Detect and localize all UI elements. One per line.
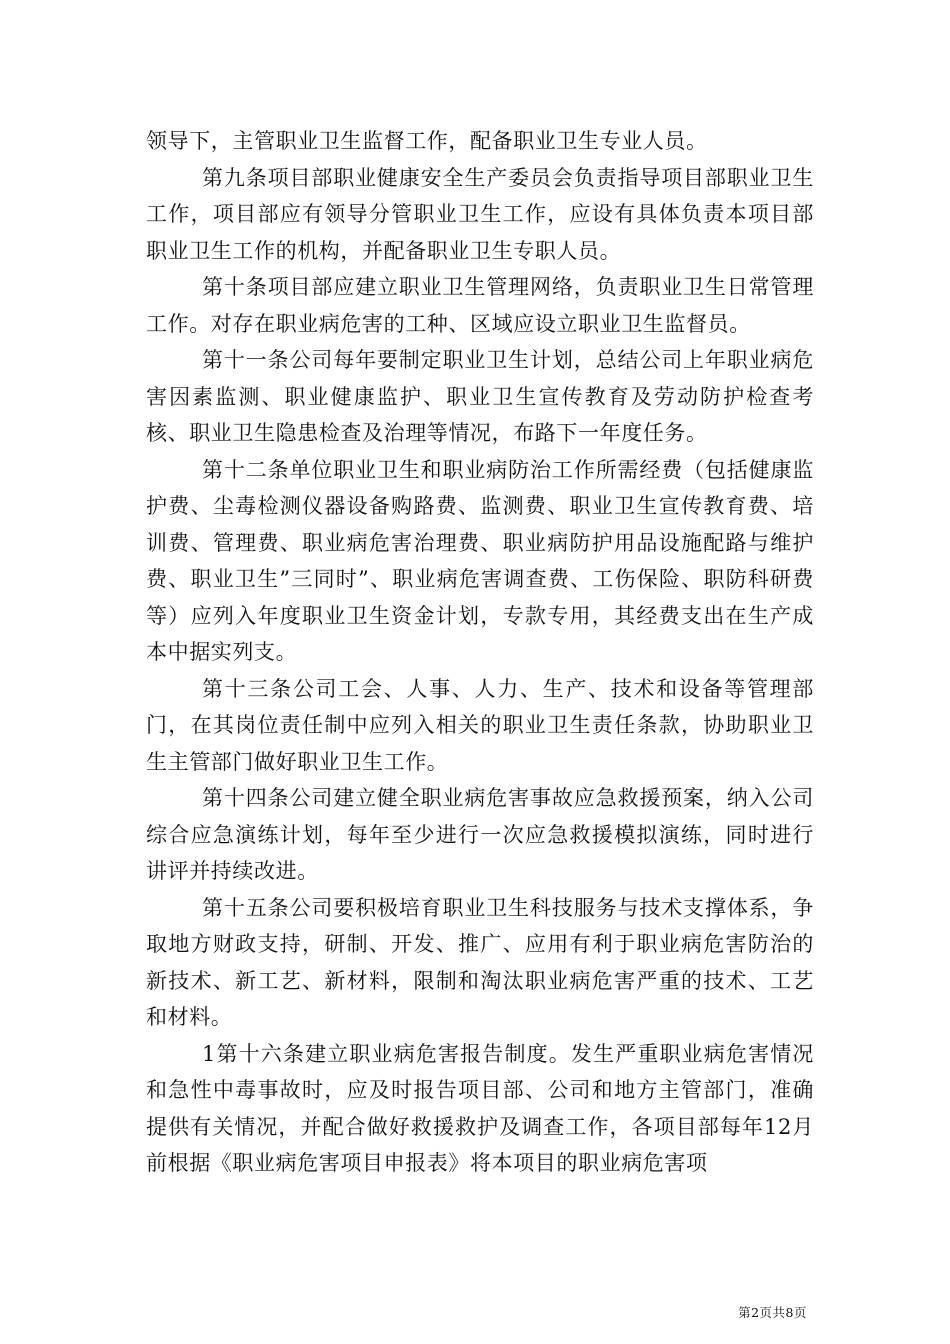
paragraph-article-13: 第十三条公司工会、人事、人力、生产、技术和设备等管理部门，在其岗位责任制中应列入相关的职业卫生责任条款，协助职业卫生主管部门做好职业卫生工作。 bbox=[146, 676, 814, 774]
paragraph-article-14: 第十四条公司建立健全职业病危害事故应急救援预案，纳入公司综合应急演练计划，每年至少进行一次应急救援模拟演练，同时进行讲评并持续改进。 bbox=[146, 786, 814, 883]
paragraph-article-11: 第十一条公司每年要制定职业卫生计划，总结公司上年职业病危害因素监测、职业健康监护、职业卫生宣传教育及劳动防护检查考核、职业卫生隐患检查及治理等情况，布路下一年度任务。 bbox=[146, 348, 814, 445]
paragraph-continuation: 领导下，主管职业卫生监督工作，配备职业卫生专业人员。 bbox=[146, 129, 708, 153]
paragraph-article-15: 第十五条公司要积极培育职业卫生科技服务与技术支撑体系，争取地方财政支持，研制、开发、推广、应用有利于职业病危害防治的新技术、新工艺、新材料，限制和淘汰职业病危害严重的技术、工艺和材料。 bbox=[146, 895, 814, 1029]
paragraph-article-12: 第十二条单位职业卫生和职业病防治工作所需经费（包括健康监护费、尘毒检测仪器设备购路费、监测费、职业卫生宣传教育费、培训费、管理费、职业病危害治理费、职业病防护用品设施配路与维护费、职业卫生”三同时”、职业病危害调查费、工伤保险、职防科研费等）应列入年度职业卫生资金计划，专款专用，其经费支出在生产成本中据实列支。 bbox=[146, 457, 814, 664]
page-number-footer: 第2页共8页 bbox=[738, 1305, 807, 1320]
document-body bbox=[146, 123, 814, 1182]
paragraph-article-9: 第九条项目部职业健康安全生产委员会负责指导项目部职业卫生工作，项目部应有领导分管职业卫生工作，应设有具体负责本项目部职业卫生工作的机构，并配备职业卫生专职人员。 bbox=[146, 165, 814, 263]
paragraph-article-16: 1第十六条建立职业病危害报告制度。发生严重职业病危害情况和急性中毒事故时，应及时报告项目部、公司和地方主管部门，准确提供有关情况，并配合做好救援救护及调查工作，各项目部每年12月前根据《职业病危害项目申报表》将本项目的职业病危害项 bbox=[146, 1041, 814, 1175]
paragraph-article-10: 第十条项目部应建立职业卫生管理网络，负责职业卫生日常管理工作。对存在职业病危害的工种、区域应设立职业卫生监督员。 bbox=[146, 275, 814, 336]
